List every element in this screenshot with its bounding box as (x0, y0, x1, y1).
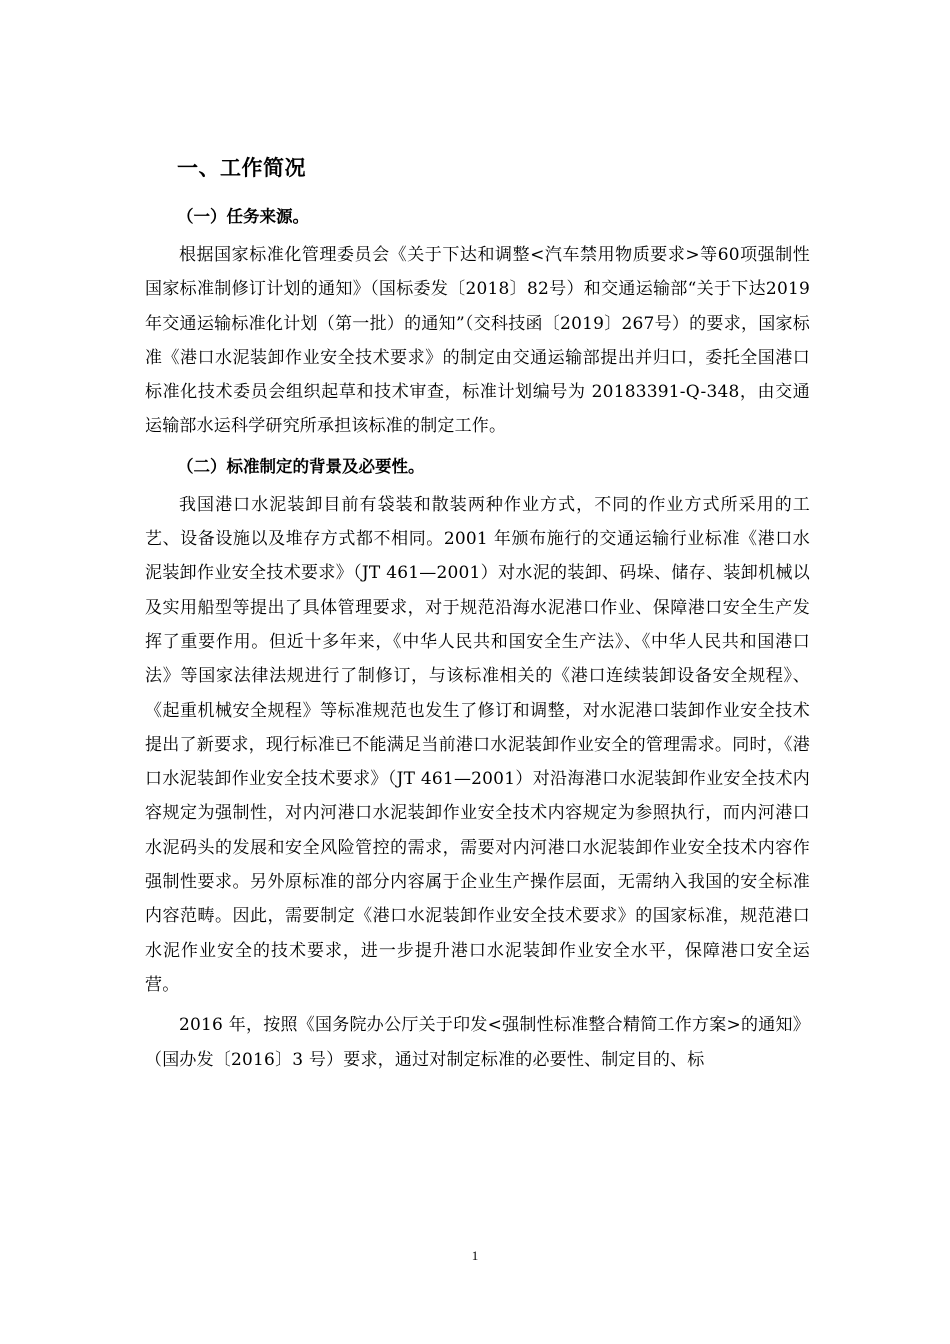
paragraph-task-source: 根据国家标准化管理委员会《关于下达和调整<汽车禁用物质要求>等60项强制性国家标准制修订计划的通知》（国标委发〔2018〕82号）和交通运输部“关于下达2019年交通运输标准化计划（第一批）的通知”（交科技函〔2019〕267号）的要求，国家标准《港口水泥装卸作业安全技术要求》的制定由交通运输部提出并归口，委托全国港口标准化技术委员会组织起草和技术审查，标准计划编号为 20183391-Q-348，由交通运输部水运科学研究所承担该标准的制定工作。 (145, 245, 810, 437)
page-content (145, 150, 810, 1083)
paragraph-2016-plan: 2016 年，按照《国务院办公厅关于印发<强制性标准整合精简工作方案>的通知》（国办发〔2016〕3 号）要求，通过对制定标准的必要性、制定目的、标 (145, 1015, 810, 1070)
page-number: 1 (471, 1248, 479, 1263)
paragraph-background: 我国港口水泥装卸目前有袋装和散装两种作业方式，不同的作业方式所采用的工艺、设备设施以及堆存方式都不相同。2001 年颁布施行的交通运输行业标准《港口水泥装卸作业安全技术要求》（JT 461—2001）对水泥的装卸、码垛、储存、装卸机械以及实用船型等提出了具体管理要求，对于规范沿海水泥港口作业、保障港口安全生产发挥了重要作用。但近十多年来，《中华人民共和国安全生产法》、《中华人民共和国港口法》等国家法律法规进行了制修订，与该标准相关的《港口连续装卸设备安全规程》、《起重机械安全规程》等标准规范也发生了修订和调整，对水泥港口装卸作业安全技术提出了新要求，现行标准已不能满足当前港口水泥装卸作业安全的管理需求。同时，《港口水泥装卸作业安全技术要求》（JT 461—2001）对沿海港口水泥装卸作业安全技术内容规定为强制性，对内河港口水泥装卸作业安全技术内容规定为参照执行，而内河港口水泥码头的发展和安全风险管控的需求，需要对内河港口水泥装卸作业安全技术内容作强制性要求。另外原标准的部分内容属于企业生产操作层面，无需纳入我国的安全标准内容范畴。因此，需要制定《港口水泥装卸作业安全技术要求》的国家标准，规范港口水泥作业安全的技术要求，进一步提升港口水泥装卸作业安全水平，保障港口安全运营。 (145, 494, 810, 995)
subsection-heading-background: （二）标准制定的背景及必要性。 (177, 456, 425, 476)
subsection-heading-task-source: （一）任务来源。 (177, 207, 309, 226)
section-heading-work-overview: 一、工作简况 (177, 156, 306, 180)
